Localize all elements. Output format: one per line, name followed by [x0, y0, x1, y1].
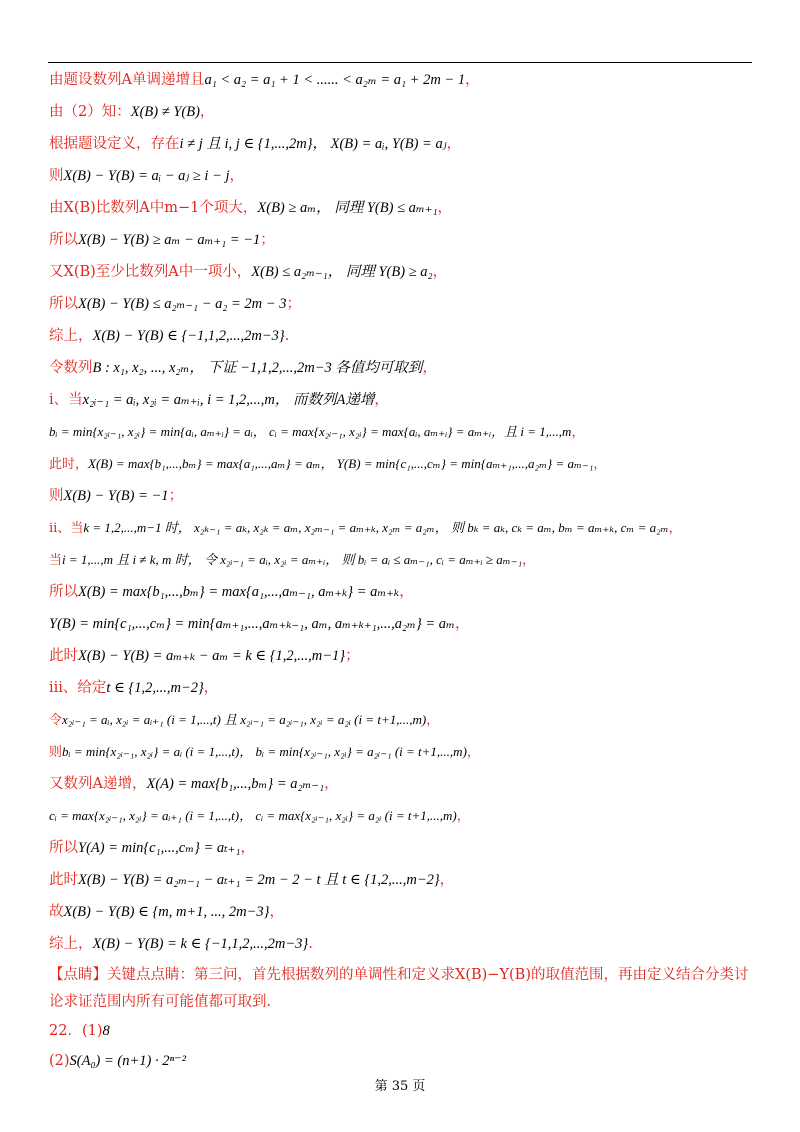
line-text: 由X(B)比数列A中m−1个项大，: [49, 200, 258, 216]
solution-line: [49, 96, 755, 128]
line-formula: x₂ᵢ₋₁ = aᵢ, x₂ᵢ = aₘ₊ᵢ, i = 1,2,...,m， 而数列A递增: [82, 392, 375, 408]
line-formula: X(B) − Y(B) ∈ {m, m+1, ..., 2m−3}: [63, 904, 270, 920]
key-point-note: [49, 962, 753, 1016]
solution-line: [49, 160, 755, 192]
line-text: 则: [49, 745, 63, 760]
solution-line: [49, 832, 755, 864]
line-punct: ，: [446, 136, 462, 152]
line-text: 此时: [49, 872, 78, 888]
line-formula: bᵢ = min{x₂ᵢ₋₁, x₂ᵢ} = min{aᵢ, aₘ₊ᵢ} = aᵢ， cᵢ = max{x₂ᵢ₋₁, x₂ᵢ} = max{aᵢ, aₘ₊ᵢ} = aₘ₊ᵢ，且 i = 1,...,m: [49, 424, 572, 439]
line-text: ⅲ、给定: [49, 680, 107, 696]
line-formula: X(B) − Y(B) = −1: [63, 488, 169, 504]
line-punct: ，: [399, 584, 414, 600]
line-formula: x₂ᵢ₋₁ = aᵢ, x₂ᵢ = aᵢ₊₁ (i = 1,...,t) 且 x₂ᵢ₋₁ = a₂ᵢ₋₁, x₂ᵢ = a₂ᵢ (i = t+1,...,m): [62, 712, 427, 727]
solution-line: [49, 768, 755, 800]
solution-line: [49, 544, 755, 576]
line-punct: ，: [593, 457, 607, 472]
line-text: 综上，: [49, 328, 93, 344]
line-text: ⅱ、当: [49, 521, 84, 536]
line-punct: ，: [432, 264, 448, 280]
note-label: 【点睛】: [49, 967, 107, 983]
line-punct: .: [284, 328, 290, 344]
solution-lines: [49, 64, 755, 960]
page-footer: 第 35 页: [374, 1079, 426, 1094]
line-text: 当: [49, 553, 63, 568]
line-punct: ；: [345, 648, 360, 664]
line-punct: ，: [465, 72, 480, 88]
solution-line: [49, 864, 755, 896]
line-punct: ，: [439, 872, 455, 888]
line-punct: ，: [668, 521, 682, 536]
q22-answer1: 8: [102, 1023, 110, 1039]
line-text: 则: [49, 488, 64, 504]
solution-line: [49, 224, 755, 256]
line-punct: ；: [260, 232, 275, 248]
solution-line: [49, 608, 755, 640]
line-punct: ；: [286, 296, 301, 312]
line-punct: ，: [203, 680, 219, 696]
line-text: 又数列A递增，: [49, 776, 147, 792]
line-text: 故: [49, 904, 64, 920]
solution-line: [49, 256, 755, 288]
note-text: 关键点点睛：第三问，首先根据数列的单调性和定义求X(B)−Y(B)的取值范围，再由定义结合分类讨论求证范围内所有可能值都可取到.: [49, 967, 749, 1010]
solution-line: [49, 320, 755, 352]
line-text: 所以: [49, 232, 78, 248]
solution-line: [49, 576, 755, 608]
line-punct: ，: [454, 616, 470, 632]
line-text: 令数列: [49, 360, 93, 376]
line-punct: ，: [374, 392, 389, 408]
solution-line: [49, 128, 755, 160]
line-formula: X(B) = max{b₁,...,bₘ} = max{a₁,...,aₘ₋₁, aₘ₊ₖ} = aₘ₊ₖ: [78, 584, 400, 600]
line-text: 综上，: [49, 936, 93, 952]
line-punct: ，: [426, 713, 440, 728]
line-text: 由（2）知：: [49, 104, 131, 120]
line-formula: bᵢ = min{x₂ᵢ₋₁, x₂ᵢ} = aᵢ (i = 1,...,t)， bᵢ = min{x₂ᵢ₋₁, x₂ᵢ} = a₂ᵢ₋₁ (i = t+1,...,m): [62, 744, 467, 759]
solution-line: [49, 480, 755, 512]
line-text: 由题设数列A单调递增且: [49, 72, 205, 88]
solution-line: [49, 704, 755, 736]
line-formula: cᵢ = max{x₂ᵢ₋₁, x₂ᵢ} = aᵢ₊₁ (i = 1,...,t)， cᵢ = max{x₂ᵢ₋₁, x₂ᵢ} = a₂ᵢ (i = t+1,...,m): [49, 808, 457, 823]
question-22-part2: [49, 1046, 755, 1076]
solution-line: [49, 288, 755, 320]
line-formula: X(B) = max{b₁,...,bₘ} = max{a₁,...,aₘ} = aₘ， Y(B) = min{c₁,...,cₘ} = min{aₘ₊₁,...,a₂ₘ} = aₘ₋₁: [88, 456, 594, 471]
line-formula: t ∈ {1,2,...,m−2}: [106, 680, 204, 696]
line-text: 所以: [49, 584, 78, 600]
solution-line: [49, 512, 755, 544]
question-22-part1: [49, 1016, 755, 1046]
line-text: 又X(B)至少比数列A中一项小，: [49, 264, 252, 280]
line-formula: X(B) ≠ Y(B): [130, 104, 200, 120]
line-text: 则: [49, 168, 64, 184]
solution-line: [49, 384, 755, 416]
line-formula: X(B) − Y(B) ∈ {−1,1,2,...,2m−3}: [92, 328, 285, 344]
line-punct: ，: [240, 840, 255, 856]
solution-line: [49, 352, 755, 384]
line-punct: ，: [269, 904, 284, 920]
q22-answer2: S(A₀) = (n+1) · 2ⁿ⁻²: [69, 1053, 187, 1069]
line-text: ⅰ、当: [49, 392, 83, 408]
line-formula: Y(B) = min{c₁,...,cₘ} = min{aₘ₊₁,...,aₘ₊ₖ₋₁, aₘ, aₘ₊ₖ₊₁,...,a₂ₘ} = aₘ: [49, 616, 455, 632]
line-punct: ，: [466, 745, 480, 760]
line-formula: Y(A) = min{c₁,...,cₘ} = aₜ₊₁: [78, 840, 241, 856]
solution-body: [49, 64, 755, 1076]
line-formula: a₁ < a₂ = a₁ + 1 < ...... < a₂ₘ = a₁ + 2m − 1: [204, 72, 466, 88]
line-formula: X(B) ≤ a₂ₘ₋₁， 同理 Y(B) ≥ a₂: [251, 264, 433, 280]
line-punct: ，: [324, 776, 339, 792]
line-text: 令: [49, 713, 63, 728]
line-text: 此时: [49, 648, 78, 664]
line-punct: ，: [571, 425, 585, 440]
q22-label2: (2): [49, 1053, 70, 1069]
solution-line: [49, 448, 755, 480]
line-text: 所以: [49, 296, 78, 312]
line-formula: X(B) − Y(B) = aₘ₊ₖ − aₘ = k ∈ {1,2,...,m−1}: [78, 648, 346, 664]
solution-line: [49, 64, 755, 96]
solution-line: [49, 640, 755, 672]
line-punct: ，: [199, 104, 215, 120]
header-rule: [48, 62, 752, 63]
line-formula: X(B) − Y(B) ≥ aₘ − aₘ₊₁ = −1: [78, 232, 261, 248]
line-punct: ，: [229, 168, 244, 184]
line-text: 所以: [49, 840, 78, 856]
line-punct: ，: [522, 553, 536, 568]
line-text: 此时，: [49, 457, 89, 472]
solution-line: [49, 672, 755, 704]
q22-number: 22．(1): [49, 1023, 103, 1039]
line-formula: X(B) ≥ aₘ， 同理 Y(B) ≤ aₘ₊₁: [257, 200, 438, 216]
line-punct: ，: [456, 809, 470, 824]
solution-line: [49, 736, 755, 768]
line-punct: ，: [437, 200, 452, 216]
line-formula: X(B) − Y(B) = k ∈ {−1,1,2,...,2m−3}: [92, 936, 309, 952]
line-formula: B : x₁, x₂, ..., x₂ₘ， 下证 −1,1,2,...,2m−3 各值均可取到: [92, 360, 423, 376]
line-formula: i = 1,...,m 且 i ≠ k, m 时， 令 x₂ᵢ₋₁ = aᵢ, x₂ᵢ = aₘ₊ᵢ， 则 bᵢ = aᵢ ≤ aₘ₋₁, cᵢ = aₘ₊ᵢ ≥ aₘ₋₁: [62, 552, 523, 567]
line-text: 根据题设定义，存在: [49, 136, 180, 152]
line-formula: X(B) − Y(B) ≤ a₂ₘ₋₁ − a₂ = 2m − 3: [78, 296, 287, 312]
solution-line: [49, 192, 755, 224]
solution-line: [49, 896, 755, 928]
line-formula: k = 1,2,...,m−1 时， x₂ₖ₋₁ = aₖ, x₂ₖ = aₘ, x₂ₘ₋₁ = aₘ₊ₖ, x₂ₘ = a₂ₘ， 则 bₖ = aₖ, cₖ = aₘ, bₘ = aₘ₊ₖ, cₘ = a₂ₘ: [83, 520, 669, 535]
line-formula: X(A) = max{b₁,...,bₘ} = a₂ₘ₋₁: [146, 776, 325, 792]
line-punct: ；: [168, 488, 184, 504]
solution-line: [49, 800, 755, 832]
line-punct: ，: [422, 360, 437, 376]
line-formula: X(B) − Y(B) = a₂ₘ₋₁ − aₜ₊₁ = 2m − 2 − t 且 t ∈ {1,2,...,m−2}: [78, 872, 440, 888]
line-punct: .: [308, 936, 313, 952]
line-formula: i ≠ j 且 i, j ∈ {1,...,2m}， X(B) = aᵢ, Y(B) = aⱼ: [179, 136, 447, 152]
solution-line: [49, 928, 755, 960]
line-formula: X(B) − Y(B) = aᵢ − aⱼ ≥ i − j: [63, 168, 230, 184]
solution-line: [49, 416, 755, 448]
